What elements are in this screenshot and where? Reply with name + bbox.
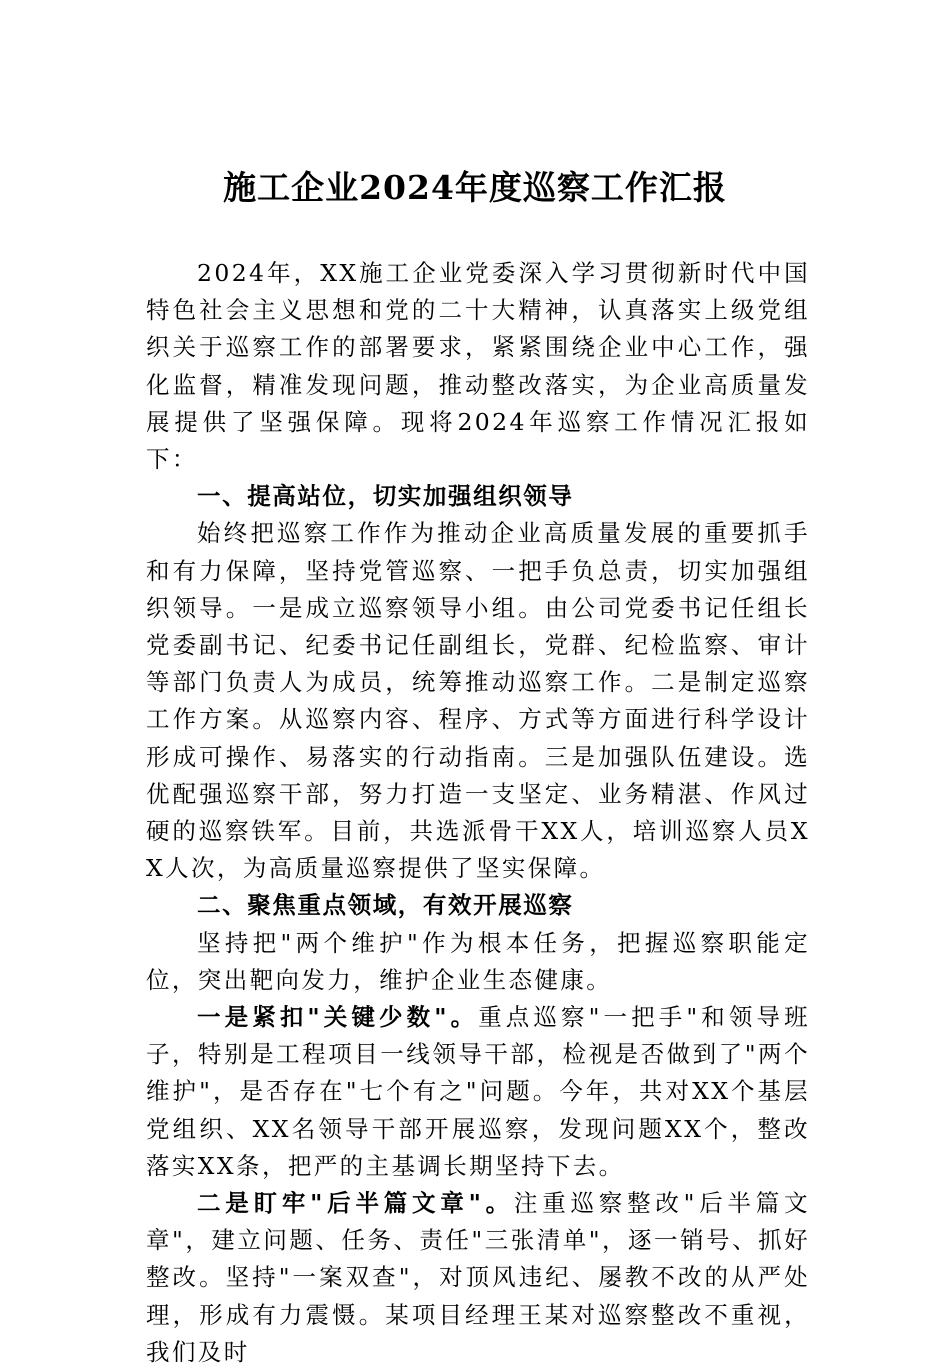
point-2-text: 注重巡察整改"后半篇文章"，建立问题、任务、责任"三张清单"，逐一销号、抓好整改。坚持"一案双查"，对顶风违纪、屡教不改的从严处理，形成有力震慑。某项目经理王某对巡察整改不重视，我们及时 — [146, 1189, 810, 1366]
section-1-paragraph: 始终把巡察工作作为推动企业高质量发展的重要抓手和有力保障，坚持党管巡察、一把手负总责，切实加强组织领导。一是成立巡察领导小组。由公司党委书记任组长党委副书记、纪委书记任副组长，党群、纪检监察、审计等部门负责人为成员，统筹推动巡察工作。二是制定巡察工作方案。从巡察内容、程序、方式等方面进行科学设计形成可操作、易落实的行动指南。三是加强队伍建设。选优配强巡察干部，努力打造一支坚定、业务精湛、作风过硬的巡察铁军。目前，共选派骨干XX人，培训巡察人员XX人次，为高质量巡察提供了坚实保障。 — [146, 519, 810, 883]
point-2-lead: 二是盯牢"后半篇文章"。 — [197, 1189, 514, 1218]
section-1-heading: 一、提高站位，切实加强组织领导 — [197, 482, 574, 511]
point-2-paragraph — [146, 1185, 810, 1371]
document-title: 施工企业2024年度巡察工作汇报 — [223, 168, 727, 207]
document-body — [146, 255, 810, 1371]
point-1-paragraph — [146, 999, 810, 1185]
point-1-text: 重点巡察"一把手"和领导班子，特别是工程项目一线领导干部，检视是否做到了"两个维护"，是否存在"七个有之"问题。今年，共对XX个基层党组织、XX名领导干部开展巡察，发现问题XX个，整改落实XX条，把严的主基调长期坚持下去。 — [146, 1003, 810, 1180]
section-2-paragraph: 坚持把"两个维护"作为根本任务，把握巡察职能定位，突出靶向发力，维护企业生态健康。 — [146, 928, 810, 994]
point-1-lead: 一是紧扣"关键少数"。 — [197, 1003, 479, 1032]
intro-paragraph: 2024年，XX施工企业党委深入学习贯彻新时代中国特色社会主义思想和党的二十大精神，认真落实上级党组织关于巡察工作的部署要求，紧紧围绕企业中心工作，强化监督，精准发现问题，推动整改落实，为企业高质量发展提供了坚强保障。现将2024年巡察工作情况汇报如下： — [146, 259, 810, 474]
section-2-heading: 二、聚焦重点领域，有效开展巡察 — [197, 891, 574, 920]
